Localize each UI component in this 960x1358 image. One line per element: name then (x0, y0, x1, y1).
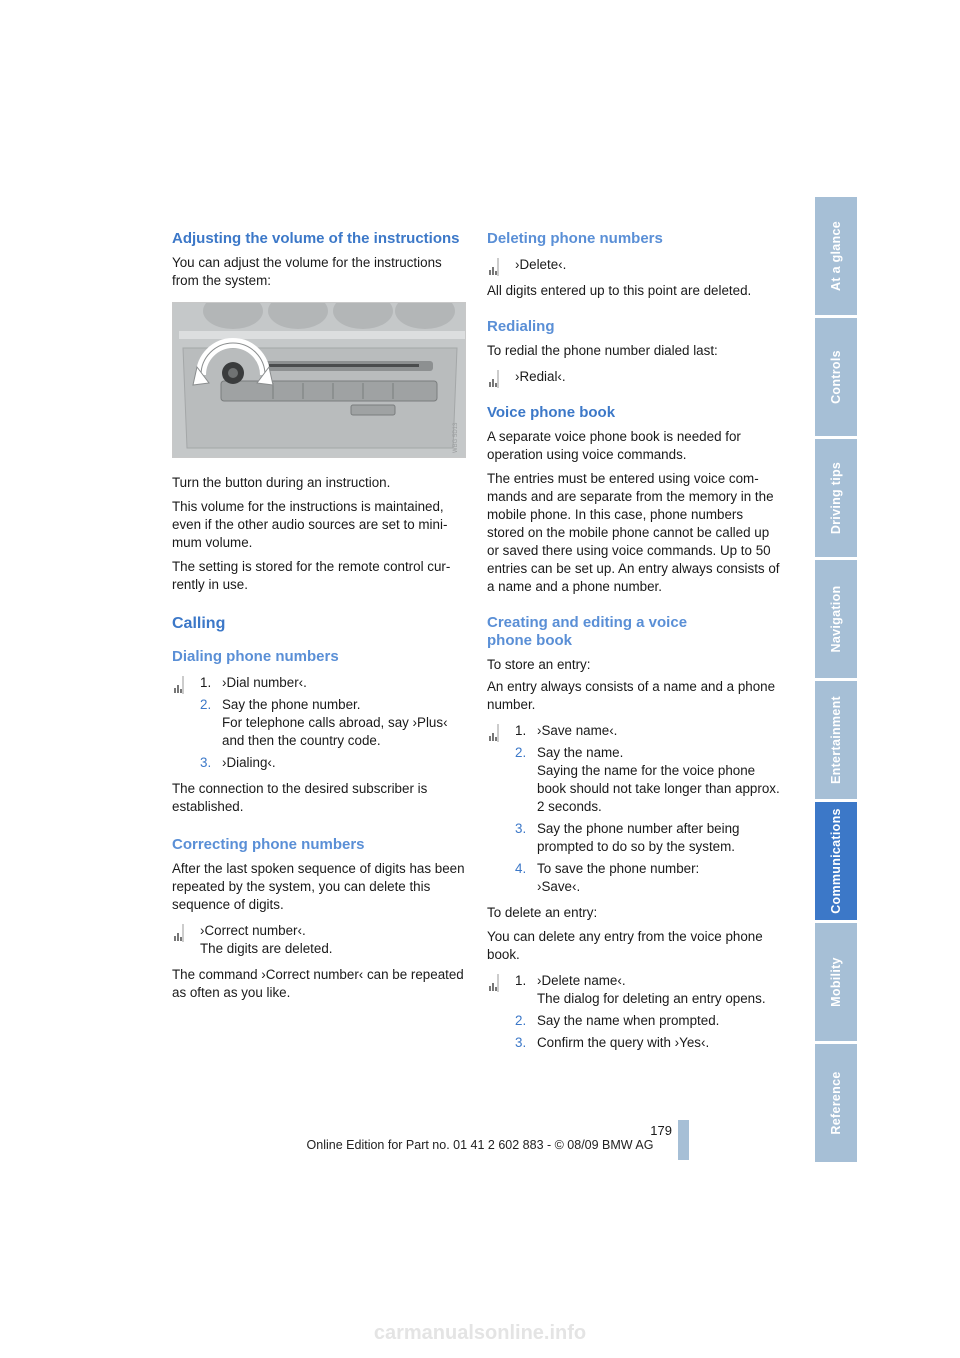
tab-communications[interactable] (815, 802, 857, 920)
delete-step-3 (515, 1034, 781, 1052)
create-step-2 (515, 744, 781, 816)
volume-p1: Turn the button during an instruction. (172, 475, 391, 490)
tab-label: Reference (829, 1071, 843, 1135)
step-text-detail: Saying the name for the voice phone book should not take longer than approx. 2 seconds. (537, 763, 780, 814)
redial-heading: Redialing (487, 318, 555, 335)
step-text-detail: The dialog for deleting an entry opens. (537, 991, 766, 1006)
step-number: 1. (515, 723, 527, 738)
create-step-3 (515, 820, 781, 856)
voice-command-icon (172, 674, 190, 696)
step-text: Say the name when prompted. (537, 1013, 720, 1028)
step-text: ›Save name‹. (537, 723, 618, 738)
tab-navigation[interactable] (815, 560, 857, 678)
voice-command-icon (172, 922, 190, 944)
delete-intro: To delete an entry: (487, 905, 598, 920)
tab-driving-tips[interactable] (815, 439, 857, 557)
step-text: Say the name. (537, 745, 624, 760)
step-text: To save the phone number: (537, 861, 700, 876)
dashboard-photo (172, 302, 466, 458)
tab-entertainment[interactable] (815, 681, 857, 799)
step-text: Say the phone number. (222, 697, 361, 712)
step-number: 3. (515, 821, 527, 836)
tab-at-a-glance[interactable] (815, 197, 857, 315)
step-number: 3. (200, 755, 212, 770)
create-p: An entry always consists of a name and a phone number. (487, 679, 776, 712)
step-text: ›Delete name‹. (537, 973, 626, 988)
tab-label: Navigation (829, 585, 843, 653)
tab-label: Communications (829, 808, 843, 914)
dialing-step-3 (200, 754, 466, 772)
tab-label: Controls (829, 350, 843, 404)
step-number: 1. (200, 675, 212, 690)
footer-text: Online Edition for Part no. 01 41 2 602 883 - © 08/09 BMW AG (306, 1138, 654, 1152)
correcting-command: ›Correct number‹. (200, 923, 306, 938)
dialing-voice-block (172, 674, 466, 772)
delete-voice-block (487, 972, 781, 1052)
dialing-step-1 (200, 674, 466, 692)
correcting-intro: After the last spoken sequence of digits has been repeated by the system, you can delete this sequence of digits. (172, 861, 465, 912)
page-number: 179 (650, 1123, 672, 1138)
volume-intro: You can adjust the volume for the instructions from the system: (172, 255, 442, 288)
dashboard-illustration (173, 303, 466, 458)
create-voice-block (487, 722, 781, 896)
tab-label: At a glance (829, 221, 843, 291)
step-text: Confirm the query with ›Yes‹. (537, 1035, 710, 1050)
volume-p2: This volume for the instructions is maintained, even if the other audio sources are set to mini-mum volume. (172, 499, 448, 550)
correcting-command-detail: The digits are deleted. (200, 941, 333, 956)
chapter-tabs (815, 197, 857, 1165)
svg-text:WBG 5D13: WBG 5D13 (453, 422, 459, 453)
voice-command-icon (487, 972, 505, 994)
delete-p: You can delete any entry from the voice phone book. (487, 929, 763, 962)
create-intro: To store an entry: (487, 657, 591, 672)
redial-voice-block (487, 368, 781, 386)
step-text: ›Dial number‹. (222, 675, 307, 690)
step-number: 2. (515, 745, 527, 760)
redial-intro: To redial the phone number dialed last: (487, 343, 718, 358)
step-text: Say the phone number after being prompted to do so by the system. (537, 821, 740, 854)
correcting-voice-block (172, 922, 466, 958)
create-step-4 (515, 860, 781, 896)
step-number: 1. (515, 973, 527, 988)
deleting-command: ›Delete‹. (515, 257, 567, 272)
redial-command: ›Redial‹. (515, 369, 566, 384)
dialing-step-2 (200, 696, 466, 750)
create-step-1 (515, 722, 781, 740)
step-number: 4. (515, 861, 527, 876)
deleting-heading: Deleting phone numbers (487, 230, 663, 247)
step-text: ›Dialing‹. (222, 755, 276, 770)
step-number: 3. (515, 1035, 527, 1050)
step-text-detail: For telephone calls abroad, say ›Plus‹ and then the country code. (222, 715, 448, 748)
vpb-p1: A separate voice phone book is needed for operation using voice commands. (487, 429, 741, 462)
voice-command-icon (487, 368, 505, 390)
vpb-heading: Voice phone book (487, 404, 616, 421)
tab-label: Mobility (829, 957, 843, 1007)
delete-step-1 (515, 972, 781, 1008)
step-text-detail: ›Save‹. (537, 879, 581, 894)
voice-command-icon (487, 722, 505, 744)
deleting-after: All digits entered up to this point are deleted. (487, 283, 752, 298)
tab-mobility[interactable] (815, 923, 857, 1041)
correcting-after: The command ›Correct number‹ can be repeated as often as you like. (172, 967, 464, 1000)
dialing-after: The connection to the desired subscriber is established. (172, 781, 428, 814)
volume-heading: Adjusting the volume of the instructions (172, 230, 460, 247)
calling-heading: Calling (172, 615, 226, 632)
tab-label: Driving tips (829, 461, 843, 535)
watermark: carmanualsonline.info (373, 1322, 587, 1344)
deleting-voice-block (487, 256, 781, 274)
tab-label: Entertainment (829, 696, 843, 784)
tab-controls[interactable] (815, 318, 857, 436)
voice-command-icon (487, 256, 505, 278)
step-number: 2. (515, 1013, 527, 1028)
vpb-p2: The entries must be entered using voice com-mands and are separate from the memory in the mobile phone. In this case, phone numbers stored on the mobile phone cannot be called up or saved there using voice commands. Up to 50 entries can be set up. An entry always consists of a name and a phone number. (487, 471, 780, 594)
create-heading: Creating and editing a voice phone book (487, 614, 688, 649)
right-column (487, 230, 781, 1060)
step-number: 2. (200, 697, 212, 712)
left-column (172, 230, 466, 1006)
volume-p3: The setting is stored for the remote control cur-rently in use. (172, 559, 451, 592)
dialing-heading: Dialing phone numbers (172, 648, 339, 665)
correcting-heading: Correcting phone numbers (172, 836, 365, 853)
delete-step-2 (515, 1012, 781, 1030)
